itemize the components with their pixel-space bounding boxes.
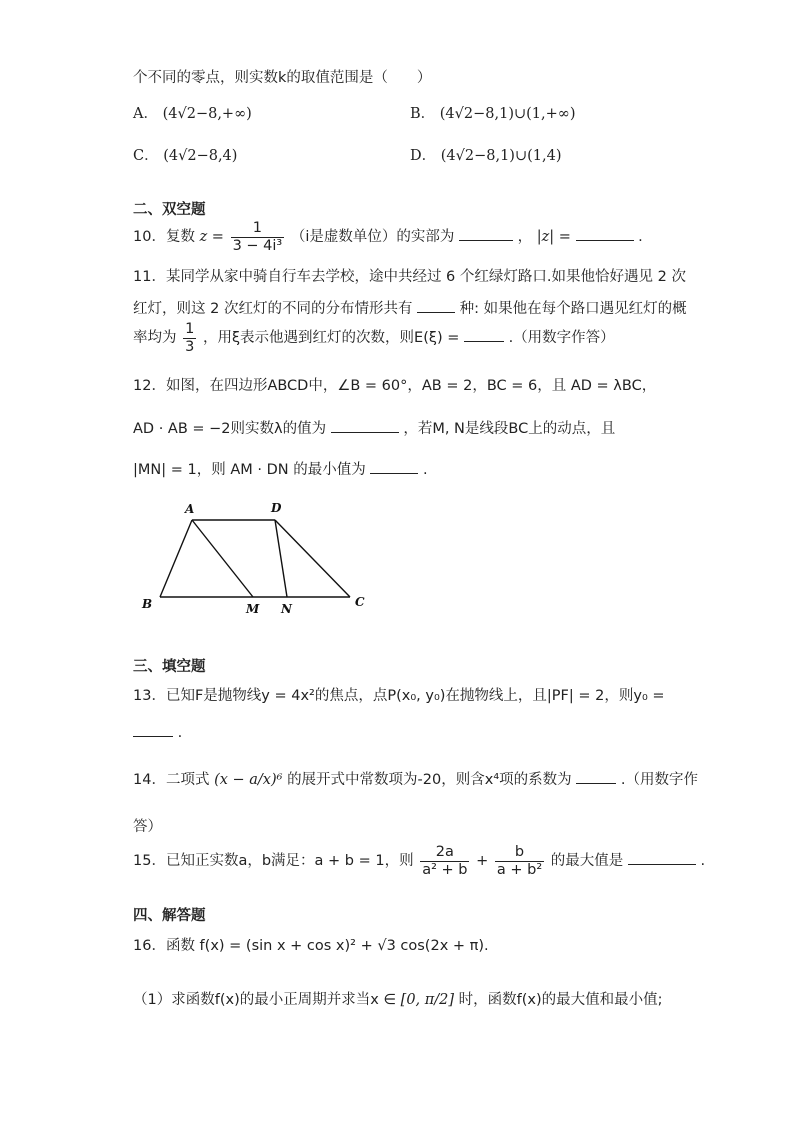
segment-am bbox=[192, 520, 253, 597]
q11-line-3 bbox=[133, 318, 615, 358]
q16-subquestion-1 bbox=[133, 988, 663, 1009]
q13-end: . bbox=[177, 725, 183, 741]
answer-blank[interactable] bbox=[628, 850, 696, 865]
label-b: B bbox=[142, 597, 153, 611]
option-label: A． bbox=[133, 106, 158, 122]
answer-blank[interactable] bbox=[464, 327, 504, 342]
q10-abs-z: |z| = bbox=[536, 229, 571, 245]
question-15 bbox=[133, 840, 705, 882]
q9-stem-tail: 个不同的零点，则实数k的取值范围是（ ） bbox=[133, 70, 432, 86]
q16-interval: [0, π/2] bbox=[400, 992, 455, 1008]
q9-option-a bbox=[133, 102, 252, 123]
q16-line-1: 16．函数 f(x) = (sin x + cos x)² + √3 cos(2x + π). bbox=[133, 938, 489, 954]
q15-fraction-1 bbox=[420, 844, 469, 878]
option-text: (4√2−8,+∞) bbox=[162, 106, 252, 122]
q10-end: . bbox=[638, 229, 643, 245]
answer-blank[interactable] bbox=[133, 722, 173, 737]
segment-ab bbox=[160, 520, 192, 597]
option-text: (4√2−8,1)∪(1,4) bbox=[440, 148, 562, 164]
q9-option-d bbox=[410, 144, 562, 165]
fraction-denominator: 3 bbox=[185, 338, 195, 355]
answer-blank[interactable] bbox=[459, 226, 513, 241]
q14-end: .（用数字作 bbox=[620, 772, 698, 788]
q14-line-2: 答） bbox=[133, 819, 162, 835]
q16-sub1-start: （1）求函数f(x)的最小正周期并求当x ∈ bbox=[133, 992, 397, 1008]
q15-prefix: 15．已知正实数a，b满足：a + b = 1，则 bbox=[133, 853, 414, 869]
section-heading-3: 三、填空题 bbox=[133, 659, 206, 675]
q11-fraction bbox=[183, 321, 196, 355]
answer-blank[interactable] bbox=[576, 769, 616, 784]
q10-fraction bbox=[231, 220, 285, 254]
fraction-denominator: 3 − 4i³ bbox=[232, 237, 283, 254]
q11-line-2 bbox=[133, 297, 687, 318]
q14-line-1 bbox=[133, 768, 698, 789]
q11-line-1: 11．某同学从家中骑自行车去学校，途中共经过 6 个红绿灯路口.如果他恰好遇见 2 次 bbox=[133, 269, 686, 285]
q14-middle: 的展开式中常数项为-20，则含x⁴项的系数为 bbox=[287, 772, 572, 788]
option-label: C． bbox=[133, 148, 159, 164]
segment-dc bbox=[275, 520, 350, 597]
fraction-numerator: b bbox=[514, 843, 525, 860]
option-text: (4√2−8,1)∪(1,+∞) bbox=[439, 106, 576, 122]
answer-blank[interactable] bbox=[331, 418, 399, 433]
q14-prefix: 14．二项式 bbox=[133, 772, 210, 788]
q10-prefix: 10．复数 bbox=[133, 229, 195, 245]
q10-separator: ， bbox=[517, 229, 533, 245]
q12-line-1: 12．如图，在四边形ABCD中，∠B = 60°，AB = 2，BC = 6，且 AD = λBC， bbox=[133, 378, 657, 394]
q13-line-2 bbox=[133, 722, 182, 741]
label-d: D bbox=[271, 501, 282, 515]
fraction-numerator: 1 bbox=[185, 320, 195, 337]
answer-blank[interactable] bbox=[576, 226, 634, 241]
q11-line3-middle: ，用ξ表示他遇到红灯的次数，则E(ξ) = bbox=[202, 330, 460, 346]
option-label: B． bbox=[410, 106, 436, 122]
q11-line2-end: 种: 如果他在每个路口遇见红灯的概 bbox=[459, 301, 687, 317]
q12-line-2 bbox=[133, 417, 615, 438]
q14-binomial: (x − a/x)⁶ bbox=[214, 772, 283, 788]
label-m: M bbox=[246, 602, 260, 616]
q15-plus: + bbox=[476, 853, 489, 869]
label-n: N bbox=[281, 602, 292, 616]
fraction-denominator: a + b² bbox=[496, 861, 543, 878]
q15-end: . bbox=[700, 853, 706, 869]
answer-blank[interactable] bbox=[417, 298, 455, 313]
q10-z: z = bbox=[199, 229, 224, 245]
label-a: A bbox=[185, 502, 195, 516]
q12-line3-start: |MN| = 1，则 AM · DN 的最小值为 bbox=[133, 462, 366, 478]
quadrilateral-figure bbox=[138, 498, 378, 616]
q15-fraction-2 bbox=[495, 844, 544, 878]
q11-line2-start: 红灯，则这 2 次红灯的不同的分布情形共有 bbox=[133, 301, 413, 317]
fraction-numerator: 2a bbox=[435, 843, 454, 860]
q15-middle: 的最大值是 bbox=[550, 853, 624, 869]
q12-line3-end: . bbox=[422, 462, 428, 478]
section-heading-2: 二、双空题 bbox=[133, 202, 206, 218]
fraction-numerator: 1 bbox=[252, 219, 263, 236]
segment-dn bbox=[275, 520, 287, 597]
option-label: D． bbox=[410, 148, 437, 164]
q9-option-b bbox=[410, 102, 576, 123]
q12-line2-start: AD · AB = −2则实数λ的值为 bbox=[133, 421, 327, 437]
question-10 bbox=[133, 218, 643, 256]
q11-line3-end: .（用数字作答） bbox=[508, 330, 615, 346]
q12-line2-end: ，若M, N是线段BC上的动点，且 bbox=[403, 421, 616, 437]
section-heading-4: 四、解答题 bbox=[133, 908, 206, 924]
q12-line-3 bbox=[133, 458, 428, 479]
option-text: (4√2−8,4) bbox=[163, 148, 238, 164]
q11-line3-start: 率均为 bbox=[133, 330, 177, 346]
answer-blank[interactable] bbox=[370, 459, 418, 474]
fraction-denominator: a² + b bbox=[422, 861, 468, 878]
q10-middle: （i是虚数单位）的实部为 bbox=[290, 229, 455, 245]
q16-sub1-end: 时，函数f(x)的最大值和最小值; bbox=[458, 992, 663, 1008]
q13-line-1: 13．已知F是抛物线y = 4x²的焦点，点P(x₀, y₀)在抛物线上，且|PF| = 2，则y₀ = bbox=[133, 688, 665, 704]
q9-option-c bbox=[133, 144, 237, 165]
label-c: C bbox=[355, 595, 365, 609]
